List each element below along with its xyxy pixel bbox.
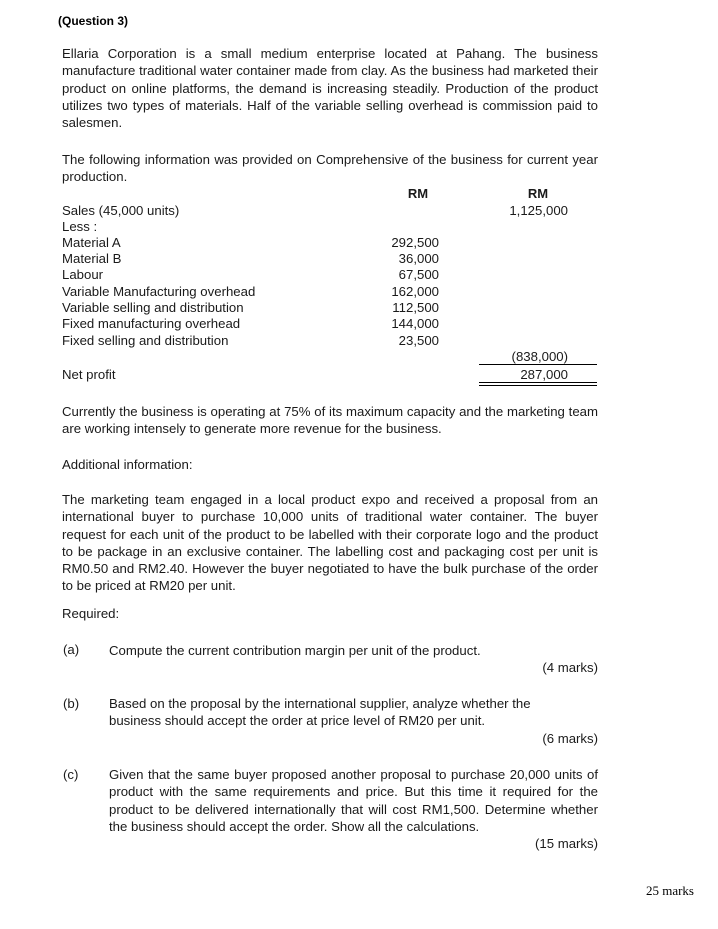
total-costs-value: (838,000) [511, 349, 568, 364]
cost-label: Material B [62, 251, 122, 266]
cost-label: Material A [62, 235, 121, 250]
part-label: (b) [63, 696, 80, 711]
cost-label: Variable selling and distribution [62, 300, 244, 315]
cost-value: 67,500 [398, 267, 439, 282]
sales-label: Sales (45,000 units) [62, 203, 180, 218]
cost-label: Fixed selling and distribution [62, 333, 229, 348]
required-label: Required: [62, 606, 120, 621]
intro-paragraph: Ellaria Corporation is a small medium enterprise located at Pahang. The business manufacture traditional water container made from clay. As the business had marketed their product on online platforms, the demand is increasing steadily. Production of the product utilizes two types of materials. Half of the variable selling overhead is commission paid to salesmen. [62, 46, 598, 131]
column-header-rm-2: RM [527, 186, 549, 201]
column-header-rm-1: RM [407, 186, 429, 201]
net-profit-value: 287,000 [520, 367, 568, 382]
cost-value: 162,000 [391, 284, 439, 299]
additional-info-label: Additional information: [62, 457, 193, 472]
sales-value: 1,125,000 [509, 203, 568, 218]
question-title: (Question 3) [58, 14, 129, 28]
cost-value: 112,500 [392, 300, 439, 315]
capacity-paragraph: Currently the business is operating at 75% of its maximum capacity and the marketing team are working intensely to generate more revenue for the business. [62, 404, 598, 437]
less-label: Less : [62, 219, 98, 234]
double-rule-top [479, 382, 597, 383]
cost-value: 23,500 [398, 333, 439, 348]
part-label: (c) [63, 767, 79, 782]
double-rule-bottom [479, 385, 597, 386]
proposal-paragraph: The marketing team engaged in a local product expo and received a proposal from an international buyer to purchase 10,000 units of traditional water container. The buyer request for each unit of the product to be labelled with their corporate logo and the product to be package in an exclusive container. The labelling cost and packaging cost per unit is RM0.50 and RM2.40. However the buyer negotiated to have the bulk purchase of the order to be priced at RM20 per unit. [62, 492, 598, 594]
subtotal-rule [479, 364, 597, 365]
part-text: Compute the current contribution margin per unit of the product. [109, 643, 481, 658]
cost-label: Variable Manufacturing overhead [62, 284, 256, 299]
info-intro-paragraph: The following information was provided on Comprehensive of the business for current year production. [62, 152, 598, 185]
cost-value: 292,500 [391, 235, 439, 250]
cost-label: Labour [62, 267, 104, 282]
part-label: (a) [63, 642, 80, 657]
total-marks: 25 marks [645, 883, 694, 898]
part-marks: (15 marks) [534, 836, 598, 851]
cost-value: 36,000 [398, 251, 439, 266]
part-marks: (6 marks) [542, 731, 598, 746]
cost-value: 144,000 [391, 316, 439, 331]
cost-label: Fixed manufacturing overhead [62, 316, 241, 331]
net-profit-label: Net profit [62, 367, 116, 382]
part-text: Based on the proposal by the international supplier, analyze whether the business should accept the order at price level of RM20 per unit. [109, 696, 531, 729]
part-text: Given that the same buyer proposed another proposal to purchase 20,000 units of product with the same requirements and price. But this time it required for the product to be delivered internationally that will cost RM1,500. Determine whether the business should accept the order. Show all the calculations. [109, 767, 598, 834]
part-marks: (4 marks) [542, 660, 598, 675]
